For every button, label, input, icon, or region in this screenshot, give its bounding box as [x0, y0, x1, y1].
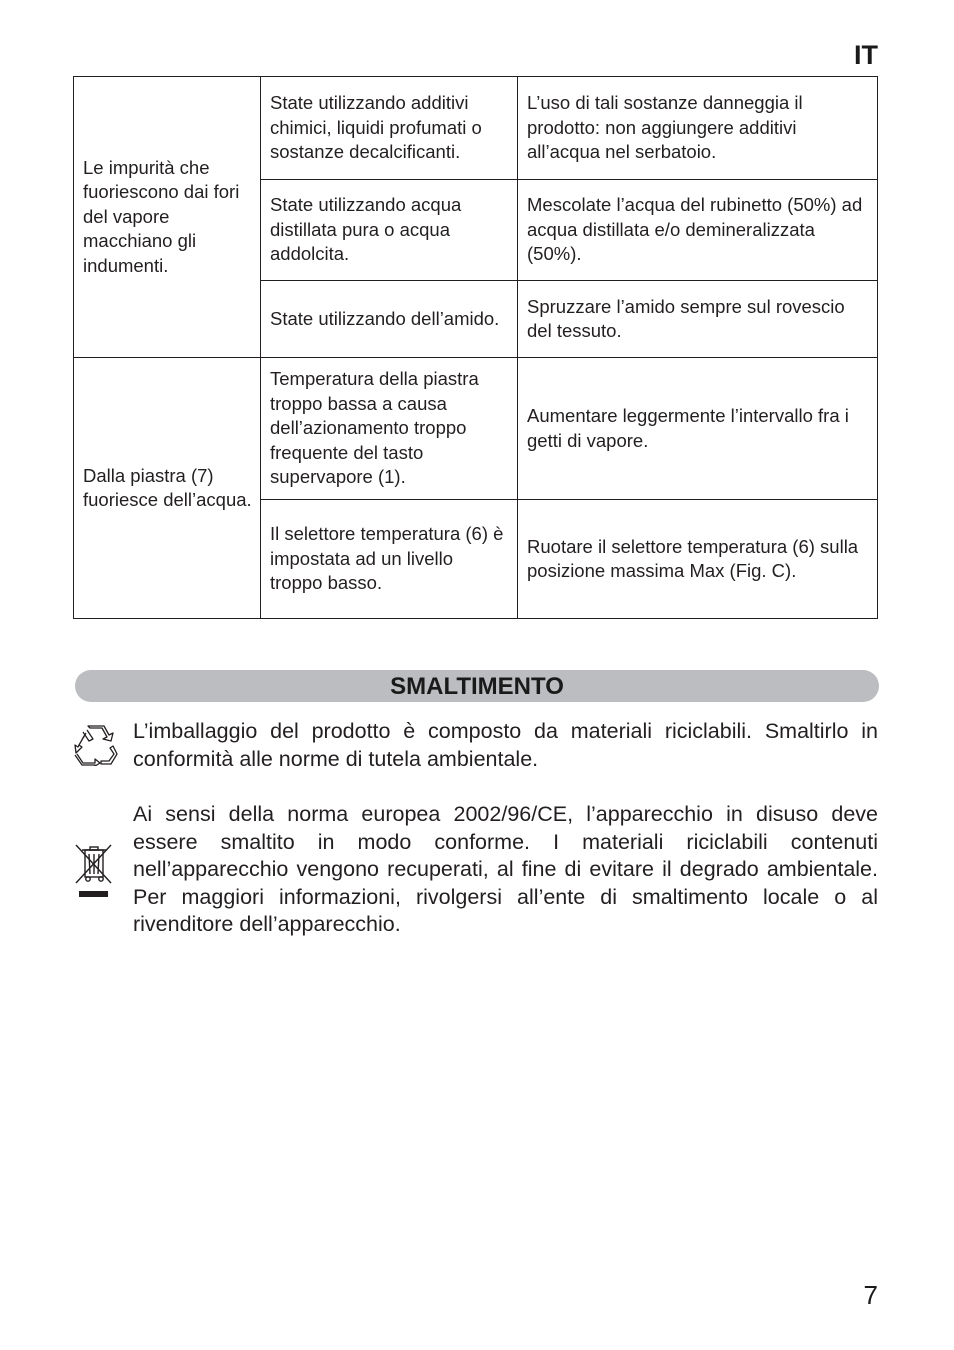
solution-cell: Mescolate l’acqua del rubinetto (50%) ad acqua distillata e/o demineralizzata (50%).	[518, 180, 878, 281]
problem-cell: Le impurità che fuoriescono dai fori del vapore macchiano gli indumenti.	[74, 77, 261, 358]
packaging-paragraph: L’imballaggio del prodotto è composto da materiali riciclabili. Smaltirlo in conformità alle norme di tutela ambientale.	[133, 719, 878, 771]
weee-paragraph: Ai sensi della norma europea 2002/96/CE, l’apparecchio in disuso deve essere smaltito in modo conforme. I materiali riciclabili contenuti nell’apparecchio vengono recuperati, al fine di evitare il degrado ambientale. Per maggiori informazioni, rivolgersi all’ente di smaltimento locale o al rivenditore dell’apparecchio.	[133, 802, 878, 936]
page-number: 7	[863, 1280, 878, 1310]
table-row	[74, 358, 878, 500]
solution-cell: Spruzzare l’amido sempre sul rovescio del tessuto.	[518, 281, 878, 358]
crossed-bin-icon	[73, 843, 115, 906]
table-row	[74, 77, 878, 180]
cause-cell: Temperatura della piastra troppo bassa a causa dell’azionamento troppo frequente del tasto supervapore (1).	[261, 358, 518, 500]
solution-cell: L’uso di tali sostanze danneggia il prodotto: non aggiungere additivi all’acqua nel serbatoio.	[518, 77, 878, 180]
problem-cell: Dalla piastra (7) fuoriesce dell’acqua.	[74, 358, 261, 619]
cause-cell: Il selettore temperatura (6) è impostata ad un livello troppo basso.	[261, 500, 518, 619]
recycle-icon	[73, 724, 119, 771]
troubleshooting-table	[73, 76, 878, 619]
cause-cell: State utilizzando acqua distillata pura o acqua addolcita.	[261, 180, 518, 281]
language-label: IT	[854, 40, 878, 70]
cause-cell: State utilizzando dell’amido.	[261, 281, 518, 358]
solution-cell: Ruotare il selettore temperatura (6) sulla posizione massima Max (Fig. C).	[518, 500, 878, 619]
solution-cell: Aumentare leggermente l’intervallo fra i getti di vapore.	[518, 358, 878, 500]
section-title-smaltimento: SMALTIMENTO	[75, 670, 879, 702]
cause-cell: State utilizzando additivi chimici, liquidi profumati o sostanze decalcificanti.	[261, 77, 518, 180]
